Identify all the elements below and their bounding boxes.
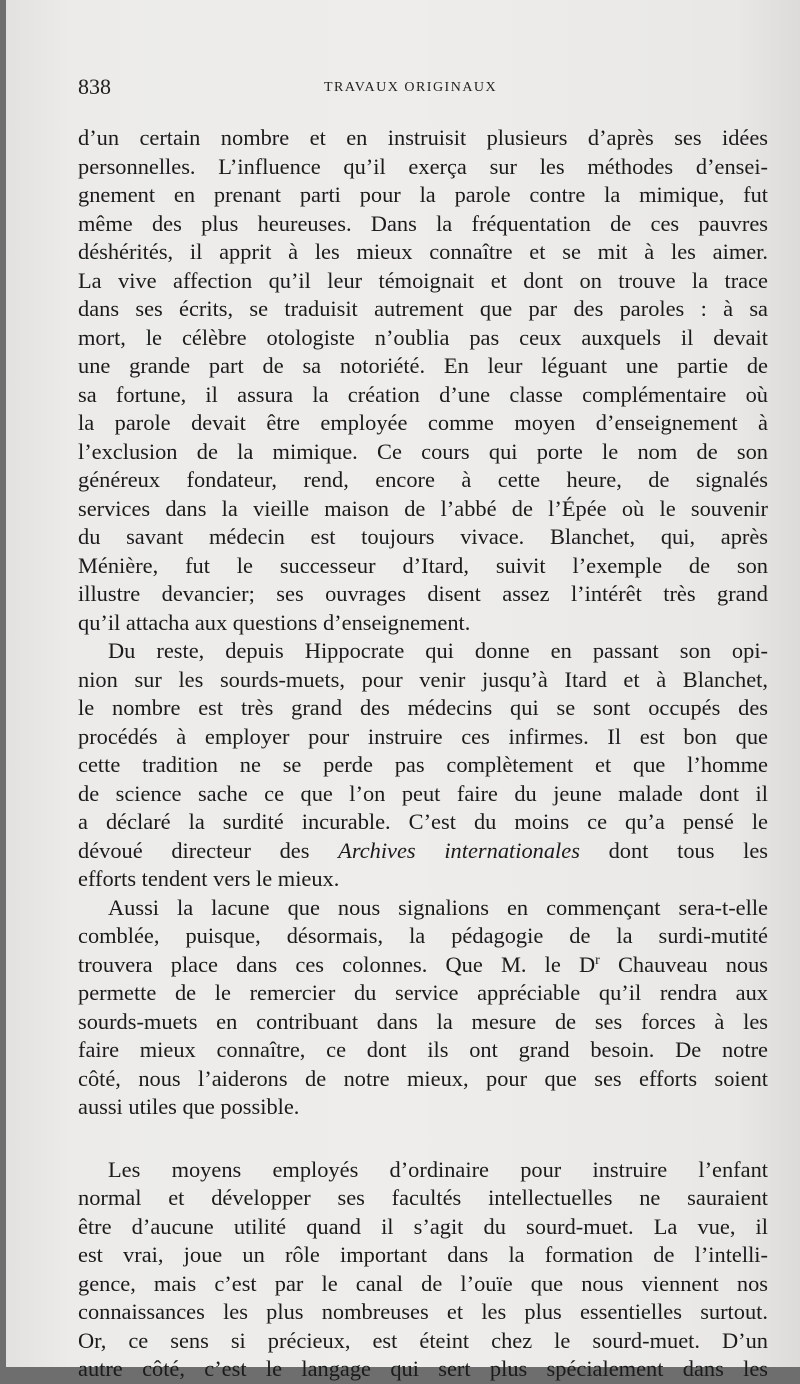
text-line: du savant médecin est toujours vivace. Blanchet, qui, après [78,524,768,549]
text-line: aussi utiles que possible. [78,1094,300,1119]
text-line: normal et développer ses facultés intellectuelles ne sauraient [78,1185,768,1210]
text-line: d’un certain nombre et en instruisit plusieurs d’après ses idées [78,125,768,150]
text-line: comblée, puisque, désormais, la pédagogie de la surdi-mutité [78,923,768,948]
text-line: une grande part de sa notoriété. En leur léguant une partie de [78,353,768,378]
text-line: déshérités, il apprit à les mieux connaître et se mit à les aimer. [78,239,768,264]
section-gap [78,1122,768,1156]
text-line: être d’aucune utilité quand il s’agit du sourd-muet. La vue, il [78,1213,768,1239]
text-run: trouvera place dans ces colonnes. Que M. le D [78,951,596,977]
text-line: procédés à employer pour instruire ces infirmes. Il est bon que [78,723,768,749]
text-line: autre côté, c’est le langage qui sert plus spécialement dans les [78,1356,768,1381]
text-line: qu’il attacha aux questions d’enseignement. [78,609,471,635]
text-line: Les moyens employés d’ordinaire pour instruire l’enfant [108,1156,768,1182]
text-line: sa fortune, il assura la création d’une classe complémentaire où [78,381,768,407]
text-line: nion sur les sourds-muets, pour venir jusqu’à Itard et à Blanchet, [78,666,768,692]
text-line: Aussi la lacune que nous signalions en commençant sera-t-elle [108,894,768,920]
text-line: cette tradition ne se perde pas complètement et que l’homme [78,752,768,777]
body-text [78,124,768,1384]
text-run: dont tous les [579,837,768,863]
book-page [6,0,800,1381]
text-line: La vive affection qu’il leur témoignait et dont on trouve la trace [78,267,768,293]
text-line: sourds-muets en contribuant dans la mesure de ses forces à les [78,1008,768,1034]
text-line: faire mieux connaître, ce dont ils ont grand besoin. De notre [78,1037,768,1062]
text-line: permette de le remercier du service appréciable qu’il rendra aux [78,980,768,1005]
text-line: Du reste, depuis Hippocrate qui donne en passant son opi- [108,638,768,663]
text-run: dévoué directeur des [78,837,339,863]
text-line: Ménière, fut le successeur d’Itard, suivit l’exemple de son [78,552,768,578]
text-line: est vrai, joue un rôle important dans la formation de l’intelli- [78,1242,768,1267]
text-line: mort, le célèbre otologiste n’oublia pas ceux auxquels il devait [78,324,768,350]
text-line: généreux fondateur, rend, encore à cette heure, de signalés [78,467,768,492]
text-line: connaissances les plus nombreuses et les plus essentielles surtout. [78,1299,768,1324]
text-line: dans ses écrits, se traduisit autrement que par des paroles : à sa [78,296,768,321]
text-line: a déclaré la surdité incurable. C’est du moins ce qu’a pensé le [78,809,768,834]
paragraph [78,1156,768,1384]
running-head-title: TRAVAUX ORIGINAUX [324,80,498,95]
text-line: de science sache ce que l’on peut faire du jeune malade dont il [78,780,768,806]
text-line: illustre devancier; ses ouvrages disent assez l’intérêt très grand [78,581,768,606]
paragraph [78,894,768,1122]
text-line [78,951,768,980]
page-number: 838 [78,74,111,99]
text-line: gence, mais c’est par le canal de l’ouïe que nous viennent nos [78,1270,768,1296]
text-run: Chauveau nous [599,951,768,977]
text-line: l’exclusion de la mimique. Ce cours qui porte le nom de son [78,438,768,464]
running-head [78,70,768,106]
text-line: efforts tendent vers le mieux. [78,866,340,891]
text-line: le nombre est très grand des médecins qui se sont occupés des [78,695,768,720]
text-line: la parole devait être employée comme moyen d’enseignement à [78,410,768,435]
text-line [78,837,768,866]
text-line: gnement en prenant parti pour la parole contre la mimique, fut [78,182,768,207]
text-line: services dans la vieille maison de l’abbé de l’Épée où le souvenir [78,495,768,521]
paragraph [78,124,768,637]
text-line: personnelles. L’influence qu’il exerça sur les méthodes d’ensei- [78,153,768,179]
text-line: côté, nous l’aiderons de notre mieux, pour que ses efforts soient [78,1065,768,1091]
paragraph [78,637,768,894]
journal-title: Archives internationales [338,837,580,863]
superscript: r [595,952,600,968]
text-line: Or, ce sens si précieux, est éteint chez le sourd-muet. D’un [78,1327,768,1353]
text-line: même des plus heureuses. Dans la fréquentation de ces pauvres [78,210,768,236]
